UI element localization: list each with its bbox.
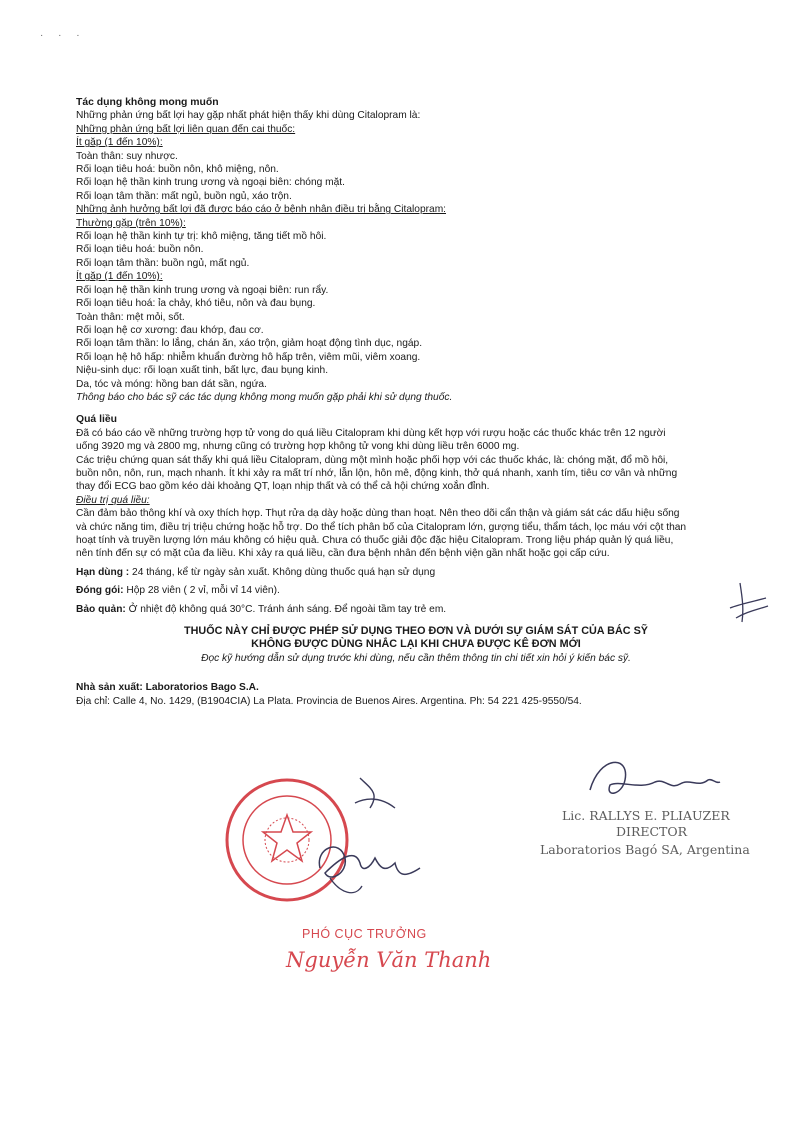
list-item: Da, tóc và móng: hồng ban dát sần, ngứa. xyxy=(76,378,267,390)
treatment-text-line: hoạt tính và truyền lượng lớn máu không có hiệu quả. Chưa có thuốc giải độc đặc hiệu Citalopram. Trong liệu pháp quản lý quá liều, xyxy=(76,535,674,546)
packaging-label: Đóng gói: xyxy=(76,585,124,597)
treatment-text-line: nên tính đến sự có mặt của đa liều. Khi xảy ra quá liều, cần đưa bệnh nhân đến bệnh viện gần nhất hoặc gọi cấp cứu. xyxy=(76,548,610,560)
list-item: Niệu-sinh dục: rối loạn xuất tinh, bất lực, đau bụng kinh. xyxy=(76,365,329,377)
list-item: Toàn thân: suy nhược. xyxy=(76,150,178,162)
storage-label: Bảo quản: xyxy=(76,603,126,615)
official-title: PHÓ CỤC TRƯỞNG xyxy=(302,927,427,941)
list-item: Rối loạn hệ hô hấp: nhiễm khuẩn đường hô hấp trên, viêm mũi, viêm xoang. xyxy=(76,351,421,363)
list-item: Rối loạn tiêu hoá: ỉa chảy, khó tiêu, nôn và đau bụng. xyxy=(76,298,316,310)
list-item: Rối loạn tiêu hoá: buồn nôn. xyxy=(76,244,204,256)
side-effects-notice: Thông báo cho bác sỹ các tác dụng không mong muốn gặp phải khi sử dụng thuốc. xyxy=(76,391,453,403)
list-item: Rối loạn hệ thần kinh trung ương và ngoại biên: run rẩy. xyxy=(76,284,329,296)
overdose-text-line: thay đổi ECG bao gồm kéo dài khoảng QT, loạn nhịp thất và có thể cả hội chứng xoắn đỉnh. xyxy=(76,481,490,493)
margin-initial-signature xyxy=(722,578,772,628)
manufacturer-address: Địa chỉ: Calle 4, No. 1429, (B1904CIA) La Plata. Provincia de Buenos Aires. Argentina. Ph: 54 221 425-9550/54. xyxy=(76,695,582,707)
overdose-text-line: buồn nôn, nôn, run, mạch nhanh. Ít khi xảy ra mất trí nhớ, lẫn lộn, hôn mê, động kinh, thở quá nhanh, xanh tím, tiêu cơ vân và những xyxy=(76,467,678,479)
overdose-heading: Quá liều xyxy=(76,414,117,426)
shelf-life-value: 24 tháng, kể từ ngày sản xuất. Không dùng thuốc quá hạn sử dụng xyxy=(129,566,436,578)
overdose-text-line: Đã có báo cáo về những trường hợp tử vong do quá liều Citalopram khi dùng kết hợp với rượu hoặc các thuốc khác trên 12 người xyxy=(76,427,666,439)
packaging-row xyxy=(76,584,756,597)
treatment-text-line: và chức năng tim, điều trị triệu chứng hoặc hỗ trợ. Do thể tích phân bố của Citalopram lớn, gượng tiểu, thẩm tách, lọc máu với cột than xyxy=(76,521,687,533)
prescription-warning-line3: Đọc kỹ hướng dẫn sử dụng trước khi dùng, nếu cần thêm thông tin chi tiết xin hỏi ý kiến bác sỹ. xyxy=(201,652,631,664)
director-name: Lic. RALLYS E. PLIAUZER xyxy=(562,808,730,823)
prescription-warning-line2: KHÔNG ĐƯỢC DÙNG NHẮC LẠI KHI CHƯA ĐƯỢC KÊ ĐƠN MỚI xyxy=(251,638,581,651)
side-effects-heading: Tác dụng không mong muốn xyxy=(76,97,219,108)
packaging-value: Hộp 28 viên ( 2 vỉ, mỗi vỉ 14 viên). xyxy=(123,585,280,597)
shelf-life-label: Hạn dùng : xyxy=(76,566,130,578)
list-item: Toàn thân: mệt mỏi, sốt. xyxy=(76,311,185,323)
overdose-treatment-heading: Điều trị quá liều: xyxy=(76,494,150,506)
treatment-text-line: Cần đảm bảo thông khí và oxy thích hợp. Thụt rửa dạ dày hoặc dùng than hoạt. Nên theo dõi cẩn thận và giám sát các dấu hiệu sống xyxy=(76,508,680,520)
list-item: Rối loạn tâm thần: buồn ngủ, mất ngủ. xyxy=(76,257,250,269)
director-signature xyxy=(580,750,730,810)
official-signature xyxy=(300,768,430,908)
list-item: Rối loạn hệ cơ xương: đau khớp, đau cơ. xyxy=(76,324,264,336)
director-role: DIRECTOR xyxy=(616,824,688,839)
list-item: Rối loạn tâm thần: mất ngủ, buồn ngủ, xáo trộn. xyxy=(76,190,292,202)
list-item: Rối loạn tiêu hoá: buồn nôn, khô miệng, nôn. xyxy=(76,164,279,176)
storage-row xyxy=(76,603,756,616)
leaflet-body xyxy=(76,96,756,708)
list-item: Rối loạn tâm thần: lo lắng, chán ăn, xáo trộn, giảm hoạt động tình dục, ngáp. xyxy=(76,338,423,350)
list-item: Rối loạn hệ thần kinh trung ương và ngoại biên: chóng mặt. xyxy=(76,177,345,189)
rare1-heading: Ít gặp (1 đến 10%): xyxy=(76,137,163,149)
overdose-text-line: Các triệu chứng quan sát thấy khi quá liều Citalopram, dùng một mình hoặc phối hợp với các thuốc khác, là: chóng mặt, đổ mồ hôi, xyxy=(76,454,669,466)
drug-related-heading: Những phản ứng bất lợi liên quan đến cai thuốc: xyxy=(76,123,296,135)
rare2-heading: Ít gặp (1 đến 10%): xyxy=(76,271,163,283)
common-heading: Thường gặp (trên 10%): xyxy=(76,217,186,229)
storage-value: Ở nhiệt độ không quá 30°C. Tránh ánh sáng. Để ngoài tầm tay trẻ em. xyxy=(125,603,447,615)
reported-heading: Những ảnh hưởng bất lợi đã được báo cáo ở bệnh nhân điều trị bằng Citalopram: xyxy=(76,204,447,216)
side-effects-intro: Những phản ứng bất lợi hay gặp nhất phát hiện thấy khi dùng Citalopram là: xyxy=(76,110,421,122)
director-company: Laboratorios Bagó SA, Argentina xyxy=(540,842,750,857)
official-name: Nguyễn Văn Thanh xyxy=(286,948,492,972)
overdose-text-line: uống 3920 mg và 2800 mg, nhưng cũng có trường hợp không tử vong khi dùng liều trên 6000 mg. xyxy=(76,441,520,453)
prescription-warning-line1: THUỐC NÀY CHỈ ĐƯỢC PHÉP SỬ DỤNG THEO ĐƠN VÀ DƯỚI SỰ GIÁM SÁT CỦA BÁC SỸ xyxy=(184,625,648,638)
manufacturer-label: Nhà sản xuất: Laboratorios Bago S.A. xyxy=(76,682,259,694)
scan-artifact-dots: · · · xyxy=(40,30,86,41)
shelf-life-row xyxy=(76,566,756,579)
list-item: Rối loạn hệ thần kinh tự trị: khô miệng, tăng tiết mồ hôi. xyxy=(76,231,327,243)
